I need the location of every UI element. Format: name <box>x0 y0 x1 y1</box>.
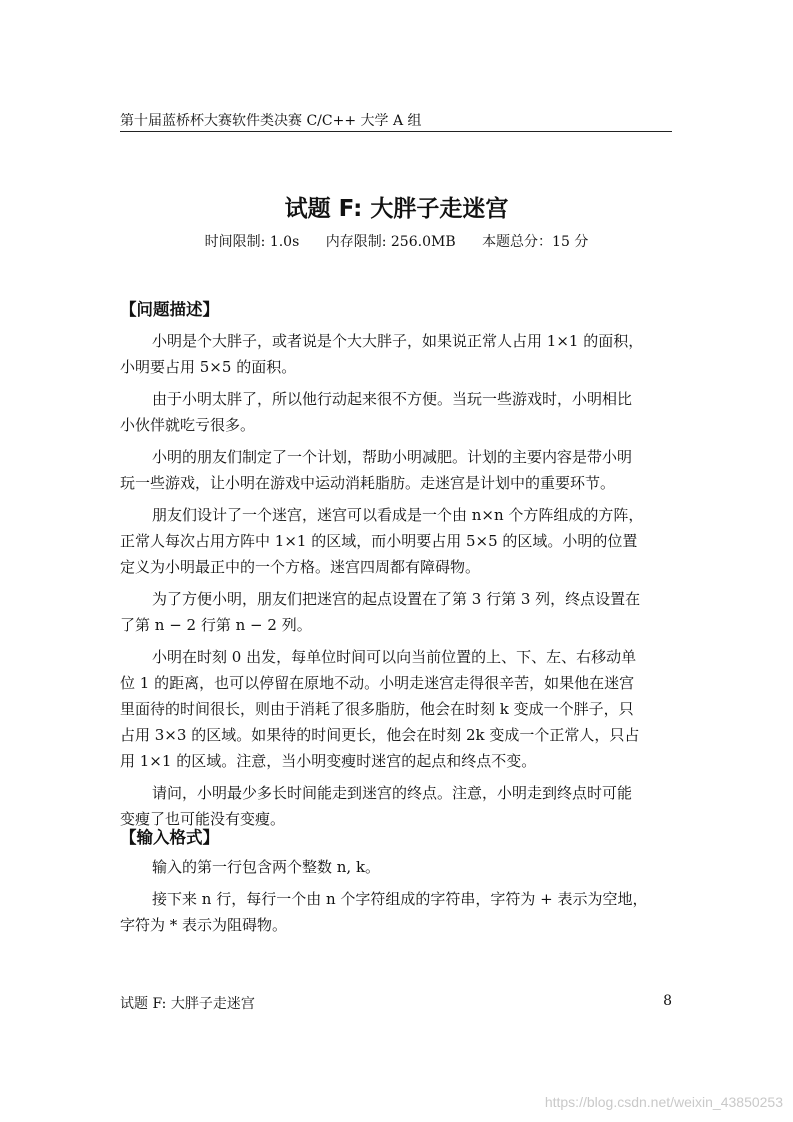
description-line: 玩一些游戏，让小明在游戏中运动消耗脂肪。走迷宫是计划中的重要环节。 <box>120 474 616 492</box>
description-line: 小明要占用 5×5 的面积。 <box>120 358 297 376</box>
description-line: 变瘦了也可能没有变瘦。 <box>120 810 286 828</box>
input-line: 输入的第一行包含两个整数 n, k。 <box>152 858 381 876</box>
description-line: 了第 n − 2 行第 n − 2 列。 <box>120 616 312 634</box>
description-line: 用 1×1 的区域。注意，当小明变瘦时迷宫的起点和终点不变。 <box>120 752 537 770</box>
description-line: 小明是个大胖子，或者说是个大大胖子，如果说正常人占用 1×1 的面积， <box>152 332 644 350</box>
running-footer: 试题 F: 大胖子走迷宫 <box>120 996 255 1012</box>
input-line: 接下来 n 行，每行一个由 n 个字符组成的字符串，字符为 + 表示为空地， <box>152 890 648 908</box>
description-line: 占用 3×3 的区域。如果待的时间更长，他会在时刻 2k 变成一个正常人，只占 <box>120 726 640 744</box>
running-header: 第十届蓝桥杯大赛软件类决赛 C/C++ 大学 A 组 <box>120 113 422 129</box>
page-number: 8 <box>663 993 672 1009</box>
problem-limits <box>0 231 793 251</box>
description-body <box>120 328 672 832</box>
description-line: 请问，小明最少多长时间能走到迷宫的终点。注意，小明走到终点时可能 <box>152 784 633 802</box>
memory-limit: 内存限制: 256.0MB <box>325 234 456 250</box>
problem-title: 试题 F: 大胖子走迷宫 <box>284 196 509 222</box>
description-line: 正常人每次占用方阵中 1×1 的区域，而小明要占用 5×5 的区域。小明的位置 <box>120 532 638 550</box>
input-line: 字符为 * 表示为阻碍物。 <box>120 916 288 934</box>
description-line: 小明在时刻 0 出发，每单位时间可以向当前位置的上、下、左、右移动单 <box>152 648 637 666</box>
description-line: 定义为小明最正中的一个方格。迷宫四周都有障碍物。 <box>120 558 481 576</box>
description-line: 位 1 的距离，也可以停留在原地不动。小明走迷宫走得很辛苦，如果他在迷宫 <box>120 674 635 692</box>
header-rule <box>120 131 672 132</box>
input-format-body <box>120 854 672 938</box>
description-heading: 【问题描述】 <box>120 300 219 319</box>
description-line: 小伙伴就吃亏很多。 <box>120 416 256 434</box>
description-line: 由于小明太胖了，所以他行动起来很不方便。当玩一些游戏时，小明相比 <box>152 390 633 408</box>
description-line: 里面待的时间很长，则由于消耗了很多脂肪，他会在时刻 k 变成一个胖子，只 <box>120 700 634 718</box>
total-score: 本题总分：15 分 <box>482 234 589 250</box>
input-format-heading: 【输入格式】 <box>120 828 219 847</box>
description-line: 小明的朋友们制定了一个计划，帮助小明减肥。计划的主要内容是带小明 <box>152 448 633 466</box>
description-line: 朋友们设计了一个迷宫，迷宫可以看成是一个由 n×n 个方阵组成的方阵， <box>152 506 644 524</box>
description-line: 为了方便小明，朋友们把迷宫的起点设置在了第 3 行第 3 列，终点设置在 <box>152 590 641 608</box>
time-limit: 时间限制: 1.0s <box>204 234 300 250</box>
watermark: https://blog.csdn.net/weixin_43850253 <box>544 1094 783 1110</box>
